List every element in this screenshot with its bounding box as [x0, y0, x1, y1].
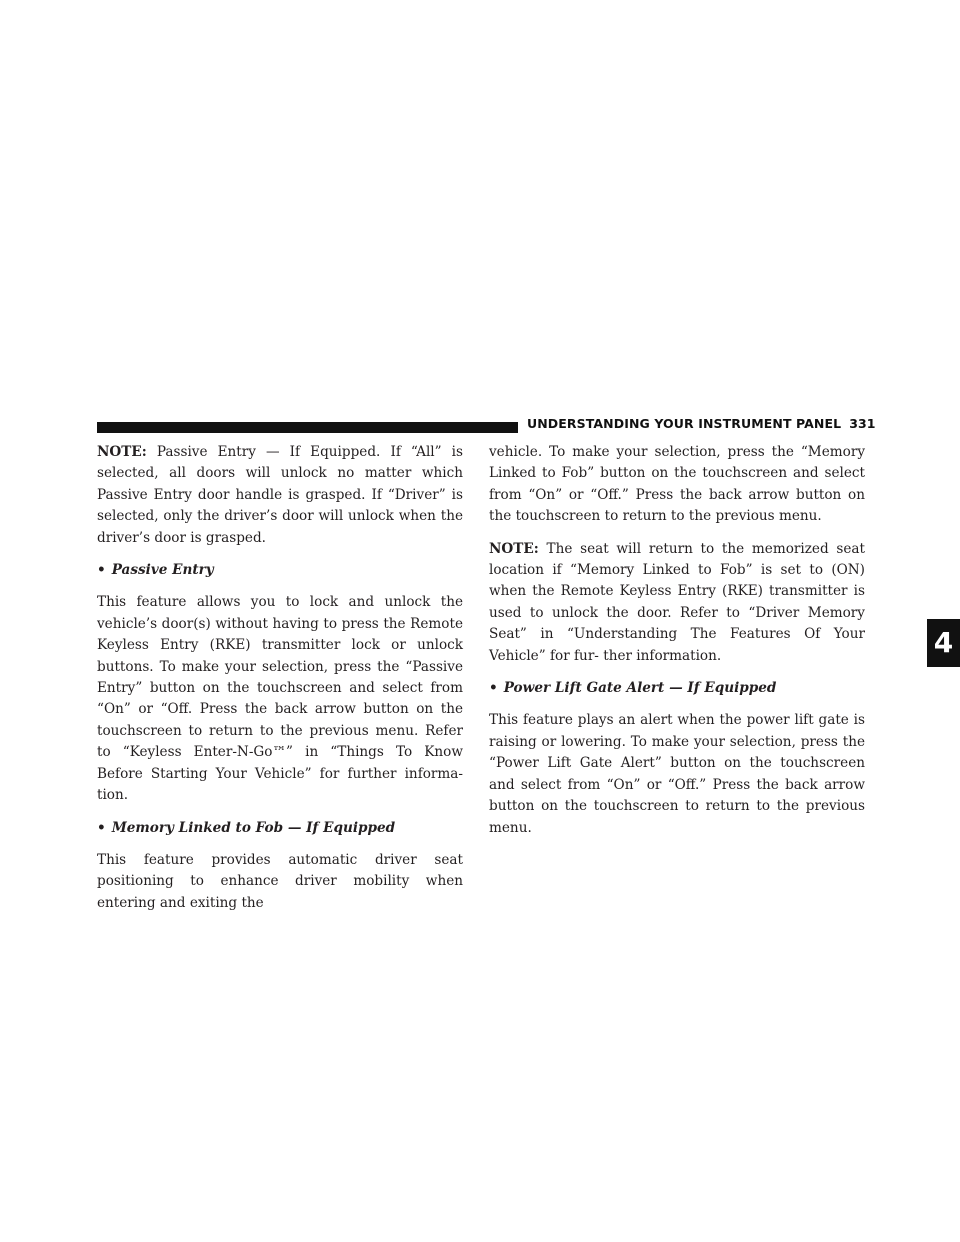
header-rule	[97, 422, 518, 433]
bullet-dot: •	[489, 680, 498, 697]
bullet-label: Power Lift Gate Alert — If Equipped	[503, 680, 777, 697]
left-column	[97, 442, 463, 925]
bullet-label: Memory Linked to Fob — If Equipped	[111, 819, 396, 836]
body-paragraph: This feature allows you to lock and unlock the vehicle’s door(s) without having to press the Remote Keyless Entry (RKE) transmitter lock or unlock buttons. To make your selection, press the “Passive Entry” button on the touchscreen and select from “On” or “Off. Press the back arrow button on the touchscreen to return to the previous menu. Refer to “Keyless Enter-N-Go™” in “Things To Know Before Starting Your Vehicle” for further informa- tion.	[97, 594, 463, 804]
note-paragraph	[489, 539, 865, 667]
bullet-passive-entry	[97, 560, 463, 581]
body-paragraph: vehicle. To make your selection, press the “Memory Linked to Fob” button on the touchscreen and select from “On” or “Off.” Press the back arrow button on the touchscreen to return to the previous menu.	[489, 444, 865, 525]
bullet-power-lift-gate	[489, 678, 865, 699]
note-label: NOTE:	[489, 540, 539, 557]
note-paragraph	[97, 442, 463, 549]
chapter-tab: 4	[927, 619, 960, 667]
note-text: The seat will return to the memorized seat location if “Memory Linked to Fob” is set to (ON) when the Remote Keyless Entry (RKE) transmitter is used to unlock the door. Refer to “Driver Memory Seat” in “Understanding The Features Of Your Vehicle” for fur- ther information.	[489, 540, 865, 664]
right-column	[489, 442, 865, 850]
note-label: NOTE:	[97, 444, 147, 460]
bullet-memory-linked	[97, 818, 463, 839]
running-header	[527, 416, 876, 431]
body-paragraph: This feature plays an alert when the power lift gate is raising or lowering. To make your selection, press the “Power Lift Gate Alert” button on the touchscreen and select from “On” or “Off.” Press the back arrow button on the touchscreen to return to the previous menu.	[489, 712, 865, 836]
section-title: UNDERSTANDING YOUR INSTRUMENT PANEL	[527, 416, 842, 431]
note-text: Passive Entry — If Equipped. If “All” is selected, all doors will unlock no matter which Passive Entry door handle is grasped. If “Driver” is selected, only the driver’s door will unlock when the driver’s door is grasped.	[97, 444, 463, 546]
bullet-dot: •	[97, 562, 106, 579]
bullet-label: Passive Entry	[111, 562, 214, 579]
body-paragraph: This feature provides automatic driver seat positioning to enhance driver mobility when entering and exiting the	[97, 851, 463, 911]
bullet-dot: •	[97, 819, 106, 836]
page-number: 331	[849, 416, 876, 431]
